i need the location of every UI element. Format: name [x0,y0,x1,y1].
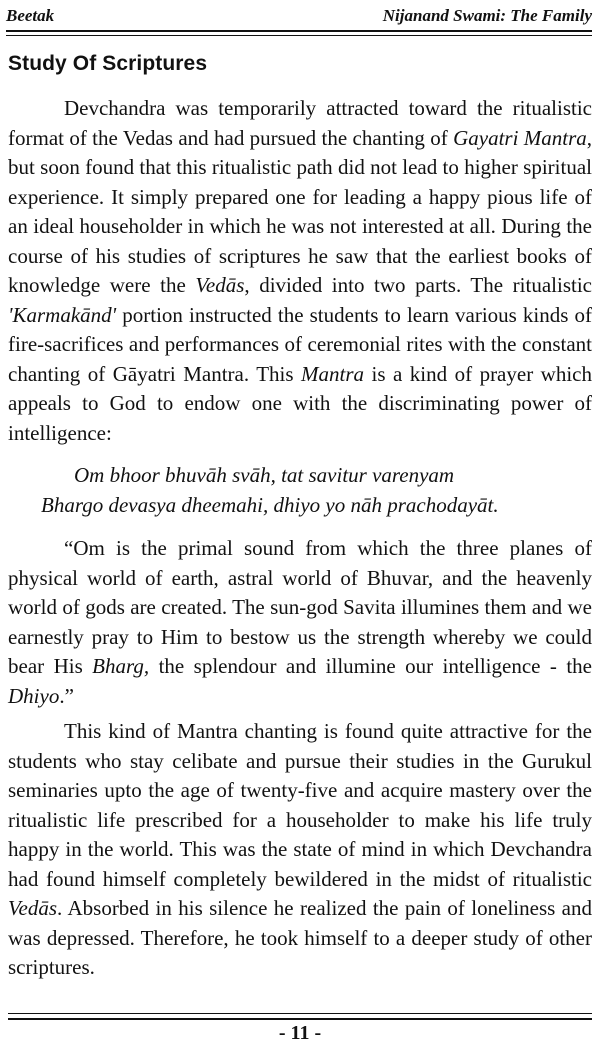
p1-italic-vedas: Vedās [195,273,245,297]
p1-text-1: Devchandra was temporarily attracted toward the ritualistic format of the Vedas and had pursued the chanting of [8,96,592,150]
verse-line-1: Om bhoor bhuvāh svāh, tat savitur varenyam [74,463,455,487]
footer-rule-thick [8,1018,592,1020]
p2-italic-dhiyo: Dhiyo [8,683,60,708]
page-number: - 11 - [278,1022,322,1044]
p1-italic-karmakand: 'Karmakānd' [8,302,117,327]
paragraph-2 [8,534,592,711]
header-rule-thin [6,35,592,36]
paragraph-3 [8,717,592,983]
p1-text-4: portion instructed the students to learn various kinds of fire-sacrifices and performances of ceremonial rites with the constant chanting of Gāyatri Mantra. This [8,302,592,386]
section-heading: Study Of Scriptures [8,52,208,75]
p1-text-3: , divided into two parts. The ritualistic [244,273,592,297]
page-body [8,52,592,983]
p3-text-2: . Absorbed in his silence he realized the pain of loneliness and was depressed. Therefore, he took himself to a deeper study of other scriptures. [8,896,592,979]
paragraph-1 [8,94,592,448]
p1-italic-mantra: Mantra [301,361,365,386]
p3-italic-vedas: Vedās [8,896,57,920]
p2-italic-bharg: Bharg, [92,654,150,678]
p3-text-1: This kind of Mantra chanting is found quite attractive for the students who stay celibate and pursue their studies in the Gurukul seminaries upto the age of twenty-five and acquire mastery over the ritualistic life prescribed for a householder to make his life truly happy in the world. This was the state of mind in which Devchandra had found himself completely bewildered in the midst of ritualistic [8,719,592,891]
footer-rule-thin [8,1013,592,1014]
p1-text-2: , but soon found that this ritualistic path did not lead to higher spiritual experience. It simply prepared one for leading a happy pious life of an ideal householder in which he was not interested at all. During the course of his studies of scriptures he saw that the earliest books of knowledge were the [8,125,593,297]
p2-text-2: the splendour and illumine our intelligence - the [149,654,592,678]
p1-text-5: is a kind of prayer which appeals to God to endow one with the discriminating power of intelligence: [8,361,592,445]
verse-line-2: Bhargo devasya dheemahi, dhiyo yo nāh prachodayāt. [41,493,499,517]
p2-text-3: .” [59,683,74,708]
header-chapter-title: Nijanand Swami: The Family [382,6,592,25]
running-header [6,0,592,30]
p1-italic-gayatri: Gayatri Mantra [453,125,587,150]
header-book-title: Beetak [6,6,55,25]
gayatri-verse [8,460,592,520]
p2-text-1: “Om is the primal sound from which the three planes of physical world of earth, astral world of Bhuvar, and the heavenly world of gods are created. The sun-god Savita illumines them and we earnestly pray to Him to bestow us the strength whereby we could bear His [8,536,592,678]
header-rule-thick [6,30,592,32]
